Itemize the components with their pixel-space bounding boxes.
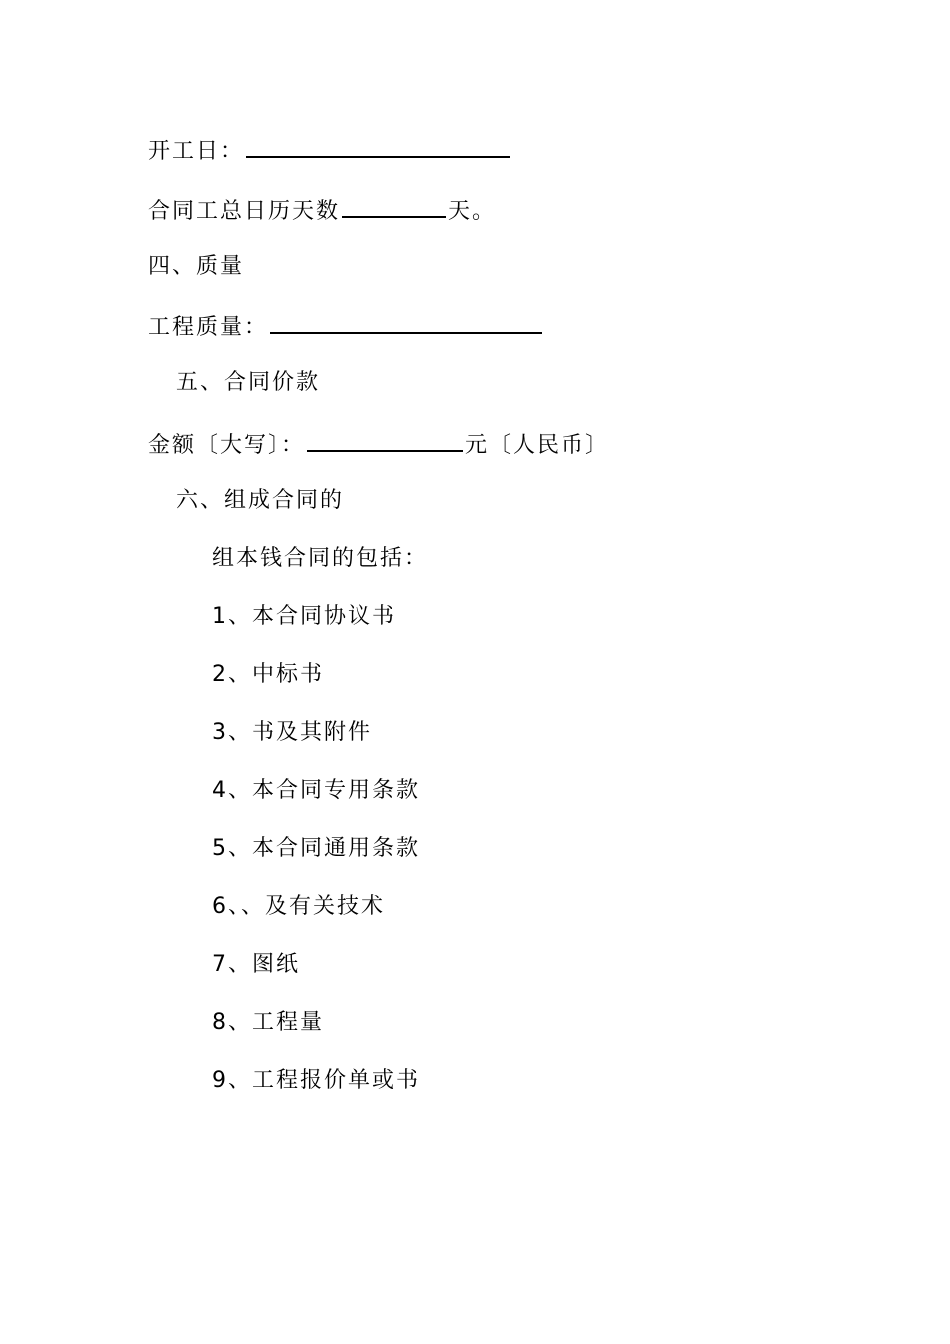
list-item <box>212 776 420 806</box>
list-item <box>212 660 324 690</box>
list-item-text: 2、中标书 <box>212 662 324 687</box>
amount-blank <box>307 428 463 452</box>
list-item <box>212 1008 324 1038</box>
start-date-label: 开工日： <box>148 139 245 164</box>
amount-suffix: 元〔人民币〕 <box>465 433 610 458</box>
list-item-text: 6、、及有关技术 <box>212 894 385 919</box>
list-item-text: 9、工程报价单或书 <box>212 1068 420 1093</box>
total-days-suffix: 天。 <box>448 199 497 224</box>
start-date-line <box>148 134 512 167</box>
total-days-prefix: 合同工总日历天数 <box>148 199 341 224</box>
total-days-line <box>148 194 496 227</box>
quality-label: 工程质量： <box>148 315 269 340</box>
section-six-heading-text: 六、组成合同的 <box>176 488 345 513</box>
list-item-text: 1、本合同协议书 <box>212 604 396 629</box>
list-item-text: 5、本合同通用条款 <box>212 836 420 861</box>
list-item-text: 7、图纸 <box>212 952 300 977</box>
section-six-heading <box>176 486 344 516</box>
list-item <box>212 834 420 864</box>
list-item <box>212 1066 420 1096</box>
total-days-blank <box>342 194 446 218</box>
amount-line <box>148 428 609 461</box>
start-date-blank <box>246 134 510 158</box>
section-five-heading-text: 五、合同价款 <box>176 370 321 395</box>
list-item-text: 8、工程量 <box>212 1010 324 1035</box>
components-intro-text: 组本钱合同的包括： <box>212 546 429 571</box>
list-item <box>212 602 396 632</box>
amount-label: 金额〔大写〕： <box>148 433 306 458</box>
quality-line <box>148 310 544 343</box>
list-item <box>212 950 300 980</box>
list-item-text: 3、书及其附件 <box>212 720 372 745</box>
section-five-heading <box>176 368 320 398</box>
section-four-heading-text: 四、质量 <box>148 254 245 279</box>
list-item <box>212 718 372 748</box>
section-four-heading <box>148 252 244 282</box>
components-intro <box>212 544 428 574</box>
quality-blank <box>270 310 542 334</box>
list-item-text: 4、本合同专用条款 <box>212 778 420 803</box>
list-item <box>212 892 385 922</box>
